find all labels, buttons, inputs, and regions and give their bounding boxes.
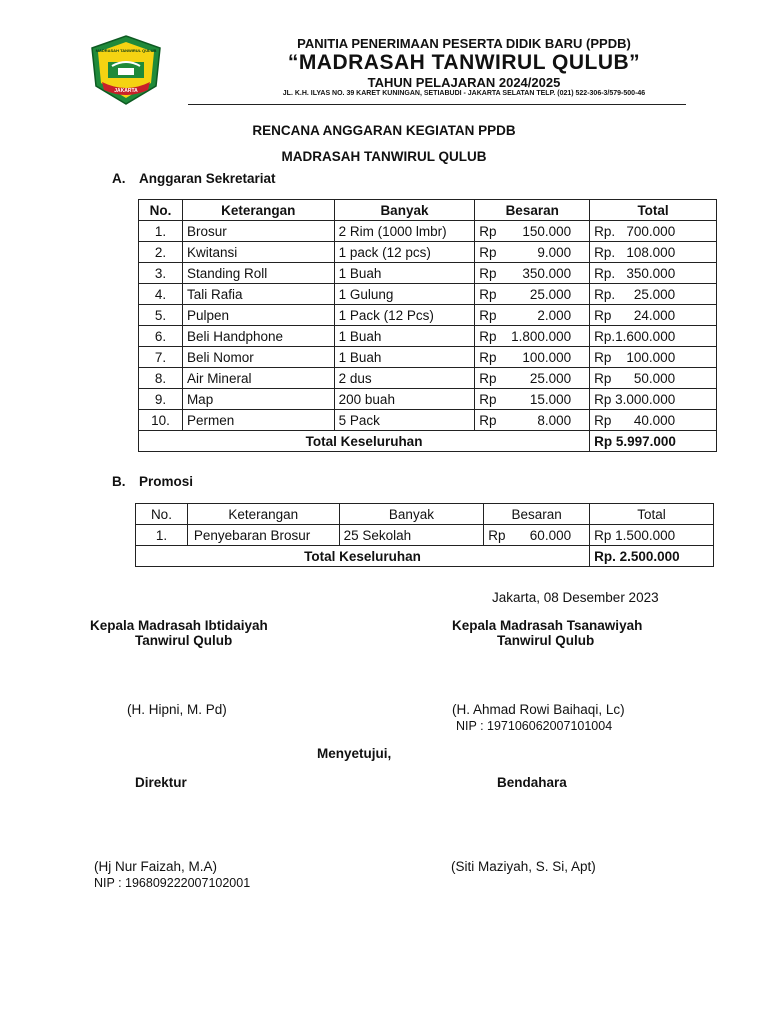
price-value: 15.000 [529,391,572,407]
row-keterangan: Beli Nomor [182,347,334,368]
row-total: Rp. 700.000 [590,221,717,242]
row-keterangan: Beli Handphone [182,326,334,347]
price-value: 100.000 [522,349,572,365]
school-logo [88,34,164,106]
row-no: 7. [139,347,183,368]
col-total: Total [590,200,717,221]
row-total: Rp. 108.000 [590,242,717,263]
row-total: Rp 3.000.000 [590,389,717,410]
price-value: 60.000 [529,527,572,543]
treasurer-name: (Siti Maziyah, S. Si, Apt) [451,859,596,874]
table-row [139,305,717,326]
section-b-heading [112,474,193,489]
committee-name: PANITIA PENERIMAAN PESERTA DIDIK BARU (PPDB) [297,36,631,51]
currency-label: Rp [479,286,497,302]
table-header-row [139,200,717,221]
row-besaran [475,389,590,410]
row-total: Rp 40.000 [590,410,717,431]
row-no: 1. [139,221,183,242]
row-total: Rp 24.000 [590,305,717,326]
row-no: 4. [139,284,183,305]
col-no: No. [136,504,188,525]
currency-label: Rp [479,265,497,281]
grand-total-label: Total Keseluruhan [136,546,590,567]
col-no: No. [139,200,183,221]
row-besaran [475,410,590,431]
col-besaran: Besaran [475,200,590,221]
table-row [139,389,717,410]
row-banyak: 1 Buah [334,263,475,284]
row-keterangan: Standing Roll [182,263,334,284]
table-row [139,347,717,368]
price-value: 2.000 [537,307,572,323]
row-total: Rp 100.000 [590,347,717,368]
row-keterangan: Permen [182,410,334,431]
row-besaran [475,221,590,242]
section-b-title: Promosi [139,474,194,489]
row-banyak: 1 Gulung [334,284,475,305]
row-besaran [475,305,590,326]
row-no: 8. [139,368,183,389]
mts-head-title: Kepala Madrasah Tsanawiyah [452,618,643,633]
row-no: 2. [139,242,183,263]
col-banyak: Banyak [334,200,475,221]
director-name: (Hj Nur Faizah, M.A) [94,859,218,874]
table-row [139,326,717,347]
row-besaran [475,263,590,284]
row-keterangan: Pulpen [182,305,334,326]
table-row [139,410,717,431]
row-besaran [475,284,590,305]
row-no: 6. [139,326,183,347]
col-keterangan: Keterangan [182,200,334,221]
section-a-heading [112,171,276,186]
row-banyak: 1 pack (12 pcs) [334,242,475,263]
col-banyak: Banyak [339,504,484,525]
grand-total-value: Rp. 2.500.000 [590,546,714,567]
row-total: Rp.1.600.000 [590,326,717,347]
document-title: RENCANA ANGGARAN KEGIATAN PPDB [252,123,516,138]
school-name: “MADRASAH TANWIRUL QULUB” [287,51,641,74]
row-keterangan: Map [182,389,334,410]
row-no: 3. [139,263,183,284]
treasurer-title: Bendahara [497,775,567,790]
school-address: JL. K.H. ILYAS NO. 39 KARET KUNINGAN, SETIABUDI - JAKARTA SELATAN TELP. (021) 522-306-3/579-500-46 [282,90,646,97]
currency-label: Rp [479,223,497,239]
mi-head-title: Kepala Madrasah Ibtidaiyah [90,618,268,633]
header-divider [188,104,686,105]
academic-year: TAHUN PELAJARAN 2024/2025 [367,75,561,90]
row-besaran [475,347,590,368]
table-row [136,525,714,546]
row-banyak: 1 Buah [334,347,475,368]
section-a-title: Anggaran Sekretariat [139,171,276,186]
row-no: 5. [139,305,183,326]
secretariat-budget-table [138,199,717,452]
section-b-label: B. [112,474,126,489]
currency-label: Rp [479,244,497,260]
currency-label: Rp [479,370,497,386]
row-besaran [475,242,590,263]
section-a-label: A. [112,171,126,186]
price-value: 1.800.000 [511,328,572,344]
price-value: 150.000 [522,223,572,239]
promotion-budget-table [135,503,714,567]
row-banyak: 200 buah [334,389,475,410]
table-header-row [136,504,714,525]
row-total: Rp. 25.000 [590,284,717,305]
row-total: Rp 50.000 [590,368,717,389]
row-keterangan: Kwitansi [182,242,334,263]
grand-total-value: Rp 5.997.000 [590,431,717,452]
mts-head-nip: NIP : 197106062007101004 [456,719,613,733]
price-value: 8.000 [537,412,572,428]
mts-head-title-school: Tanwirul Qulub [497,633,595,648]
col-besaran: Besaran [484,504,590,525]
row-keterangan: Air Mineral [182,368,334,389]
mi-head-name: (H. Hipni, M. Pd) [127,702,227,717]
svg-text:MADRASAH TANWIRUL QULUB: MADRASAH TANWIRUL QULUB [95,48,157,53]
currency-label: Rp [479,412,497,428]
mts-head-name: (H. Ahmad Rowi Baihaqi, Lc) [452,702,625,717]
price-value: 350.000 [522,265,572,281]
row-banyak: 2 Rim (1000 lmbr) [334,221,475,242]
row-keterangan: Penyebaran Brosur [187,525,339,546]
row-no: 1. [136,525,188,546]
row-keterangan: Brosur [182,221,334,242]
row-total: Rp 1.500.000 [590,525,714,546]
col-total: Total [590,504,714,525]
row-no: 9. [139,389,183,410]
row-keterangan: Tali Rafia [182,284,334,305]
document-subtitle: MADRASAH TANWIRUL QULUB [281,149,487,164]
mi-head-title-school: Tanwirul Qulub [135,633,233,648]
table-row [139,242,717,263]
row-banyak: 25 Sekolah [339,525,484,546]
grand-total-row [139,431,717,452]
price-value: 9.000 [537,244,572,260]
row-besaran [475,326,590,347]
row-banyak: 2 dus [334,368,475,389]
table-row [139,284,717,305]
director-title: Direktur [135,775,187,790]
row-banyak: 1 Pack (12 Pcs) [334,305,475,326]
table-row [139,368,717,389]
grand-total-label: Total Keseluruhan [139,431,590,452]
currency-label: Rp [479,307,497,323]
row-total: Rp. 350.000 [590,263,717,284]
currency-label: Rp [479,328,497,344]
director-nip: NIP : 196809222007102001 [94,876,251,890]
row-banyak: 5 Pack [334,410,475,431]
row-no: 10. [139,410,183,431]
grand-total-row [136,546,714,567]
currency-label: Rp [479,349,497,365]
svg-text:JAKARTA: JAKARTA [114,88,138,94]
place-date: Jakarta, 08 Desember 2023 [492,590,659,605]
row-banyak: 1 Buah [334,326,475,347]
approval-label: Menyetujui, [317,746,392,761]
row-besaran [484,525,590,546]
currency-label: Rp [479,391,497,407]
table-row [139,221,717,242]
price-value: 25.000 [529,370,572,386]
currency-label: Rp [488,527,506,543]
row-besaran [475,368,590,389]
price-value: 25.000 [529,286,572,302]
table-row [139,263,717,284]
col-keterangan: Keterangan [187,504,339,525]
